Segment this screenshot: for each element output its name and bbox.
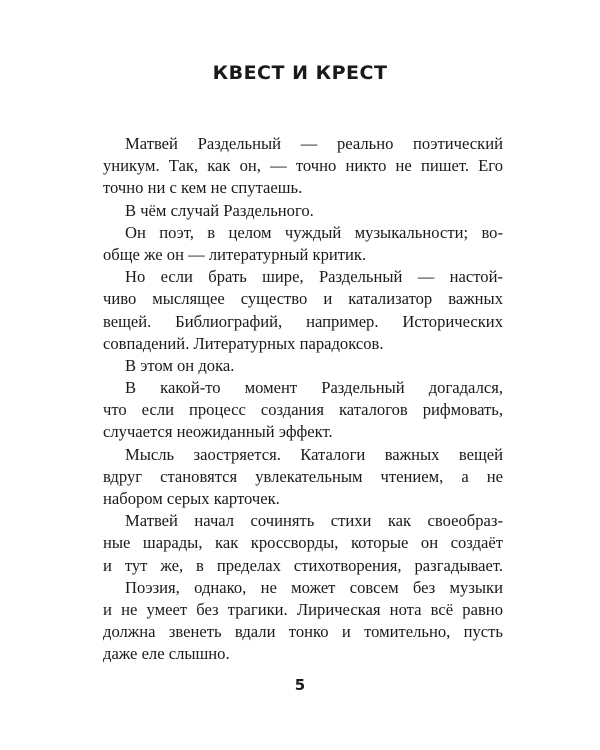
text-line: и тут же, в пределах стихотворения, разгадывает. [103, 555, 503, 575]
text-line: обще же он — литературный критик. [103, 244, 367, 264]
text-line: должна звенеть вдали тонко и томительно, пусть [103, 622, 503, 642]
text-line: Матвей Раздельный — реально поэтический [125, 134, 503, 153]
text-line: Он поэт, в целом чуждый музыкальности; во- [125, 222, 503, 242]
text-line: чиво мыслящее существо и катализатор важных [103, 289, 503, 309]
text-line: В этом он дока. [125, 355, 235, 375]
text-line: совпадений. Литературных парадоксов. [103, 333, 384, 353]
text-line: вещей. Библиографий, например. Исторических [103, 311, 503, 331]
text-line: случается неожиданный эффект. [103, 422, 333, 442]
text-line: Мысль заостряется. Каталоги важных вещей [125, 444, 503, 464]
text-line: Поэзия, однако, не может совсем без музыки [125, 577, 503, 597]
text-line: и не умеет без трагики. Лирическая нота всё равно [103, 599, 503, 619]
text-line: уникум. Так, как он, — точно никто не пишет. Его [103, 156, 503, 176]
page-number: 5 [294, 676, 306, 694]
text-line: В чём случай Раздельного. [125, 200, 314, 220]
text-line: вдруг становятся увлекательным чтением, а не [103, 466, 503, 486]
text-line: точно ни с кем не спутаешь. [103, 178, 303, 198]
text-line: ные шарады, как кроссворды, которые он создаёт [103, 533, 503, 553]
page-title: КВЕСТ И КРЕСТ [212, 62, 388, 84]
text-line: В какой-то момент Раздельный догадался, [125, 378, 503, 398]
text-line: Матвей начал сочинять стихи как своеобраз- [125, 511, 503, 531]
text-line: Но если брать шире, Раздельный — настой- [125, 267, 503, 287]
body-text [103, 133, 503, 666]
text-line: набором серых карточек. [103, 489, 280, 508]
text-line: даже еле слышно. [103, 644, 230, 664]
text-line: что если процесс создания каталогов рифмовать, [103, 400, 503, 420]
